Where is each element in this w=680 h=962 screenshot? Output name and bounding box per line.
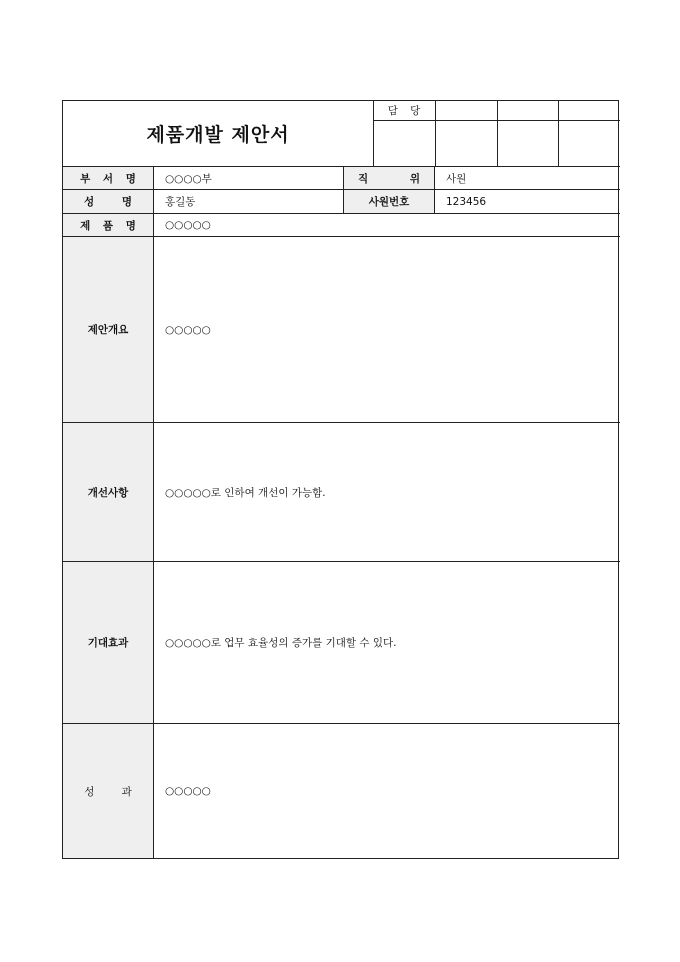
proposal-form <box>62 100 619 859</box>
department-value: ○○○○부 <box>165 172 212 185</box>
approval-sign-box-2 <box>436 101 497 166</box>
improvement-label: 개선사항 <box>87 486 129 499</box>
approval-sign-box-4 <box>559 101 619 166</box>
approval-label: 담 당 <box>387 105 421 117</box>
department-label: 부 서 명 <box>80 172 136 185</box>
result-label: 성 과 <box>84 785 132 798</box>
approval-sign-box-1 <box>374 121 435 166</box>
expected-effect-label: 기대효과 <box>87 637 129 649</box>
overview-label: 제안개요 <box>87 324 129 336</box>
name-label: 성 명 <box>84 196 132 208</box>
employee-number-value: 123456 <box>446 195 487 208</box>
employee-number-label: 사원번호 <box>368 196 410 208</box>
position-label: 직 위 <box>358 172 420 185</box>
name-value: 홍길동 <box>165 196 196 208</box>
position-value: 사원 <box>446 172 467 185</box>
result-value: ○○○○○ <box>165 785 211 797</box>
product-name-label: 제 품 명 <box>80 219 136 232</box>
overview-value: ○○○○○ <box>165 323 211 336</box>
form-title: 제품개발 제안서 <box>146 124 290 146</box>
product-name-value: ○○○○○ <box>165 219 211 231</box>
approval-sign-box-3 <box>498 101 558 166</box>
improvement-value: ○○○○○로 인하여 개선이 가능함. <box>165 486 326 499</box>
expected-effect-value: ○○○○○로 업무 효율성의 증가를 기대할 수 있다. <box>165 637 397 649</box>
